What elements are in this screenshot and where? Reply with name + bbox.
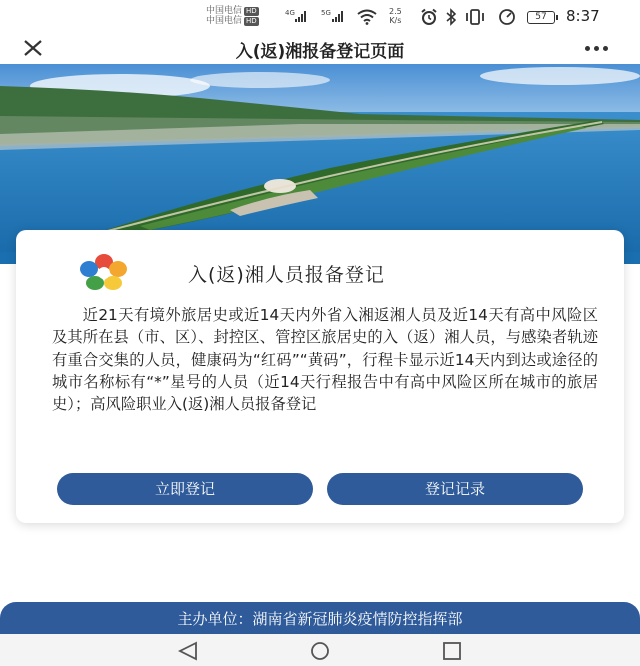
home-icon[interactable] bbox=[308, 641, 332, 661]
hd-badge: HD bbox=[246, 6, 257, 15]
battery-icon: 57 bbox=[527, 11, 555, 24]
page-title: 入(返)湘报备登记页面 bbox=[235, 42, 405, 62]
flower-logo-icon bbox=[71, 252, 137, 292]
network-4g-label: 4G bbox=[285, 9, 295, 17]
dot-icon bbox=[594, 46, 599, 51]
card-description: 近21天有境外旅居史或近14天内外省入湘返湘人员及近14天有高中风险区及其所在县（市、区）、封控区、管控区旅居史的入（返）湘人员，与感染者轨迹有重合交集的人员，健康码为“红码”“黄码”，行程卡显示近14天内到达或途径的城市名称标有“*”星号的人员（近14天行程报告中有高中风险区所在城市的旅居史）；高风险职业入(返)湘人员报备登记 bbox=[52, 306, 598, 414]
wifi-icon bbox=[357, 9, 377, 25]
vibrate-icon bbox=[465, 8, 485, 26]
dot-icon bbox=[585, 46, 590, 51]
carrier-1: 中国电信 bbox=[206, 6, 243, 16]
signal-icon bbox=[332, 10, 343, 22]
carrier-2: 中国电信 bbox=[206, 16, 243, 26]
alarm-icon bbox=[420, 8, 438, 26]
hd-badge: HD bbox=[246, 16, 257, 25]
recents-icon[interactable] bbox=[440, 641, 464, 661]
more-options-button[interactable] bbox=[578, 35, 614, 61]
network-5g-label: 5G bbox=[321, 9, 331, 17]
card-title: 入(返)湘人员报备登记 bbox=[188, 264, 385, 286]
dot-icon bbox=[603, 46, 608, 51]
registration-card bbox=[16, 230, 624, 523]
carrier-info bbox=[206, 6, 259, 26]
registration-records-button[interactable]: 登记记录 bbox=[327, 473, 583, 505]
register-now-button[interactable]: 立即登记 bbox=[57, 473, 313, 505]
organizer-footer: 主办单位：湖南省新冠肺炎疫情防控指挥部 bbox=[0, 602, 640, 638]
speed-unit: K/s bbox=[389, 16, 402, 25]
system-nav-bar bbox=[0, 634, 640, 666]
status-time: 8:37 bbox=[566, 7, 600, 25]
power-saving-icon bbox=[497, 8, 517, 26]
bluetooth-icon bbox=[445, 8, 457, 26]
nav-bar bbox=[0, 32, 640, 64]
signal-icon bbox=[295, 10, 306, 22]
status-bar bbox=[0, 0, 640, 32]
back-icon[interactable] bbox=[176, 641, 200, 661]
speed-value: 2.5 bbox=[389, 7, 402, 16]
network-speed bbox=[389, 7, 402, 25]
